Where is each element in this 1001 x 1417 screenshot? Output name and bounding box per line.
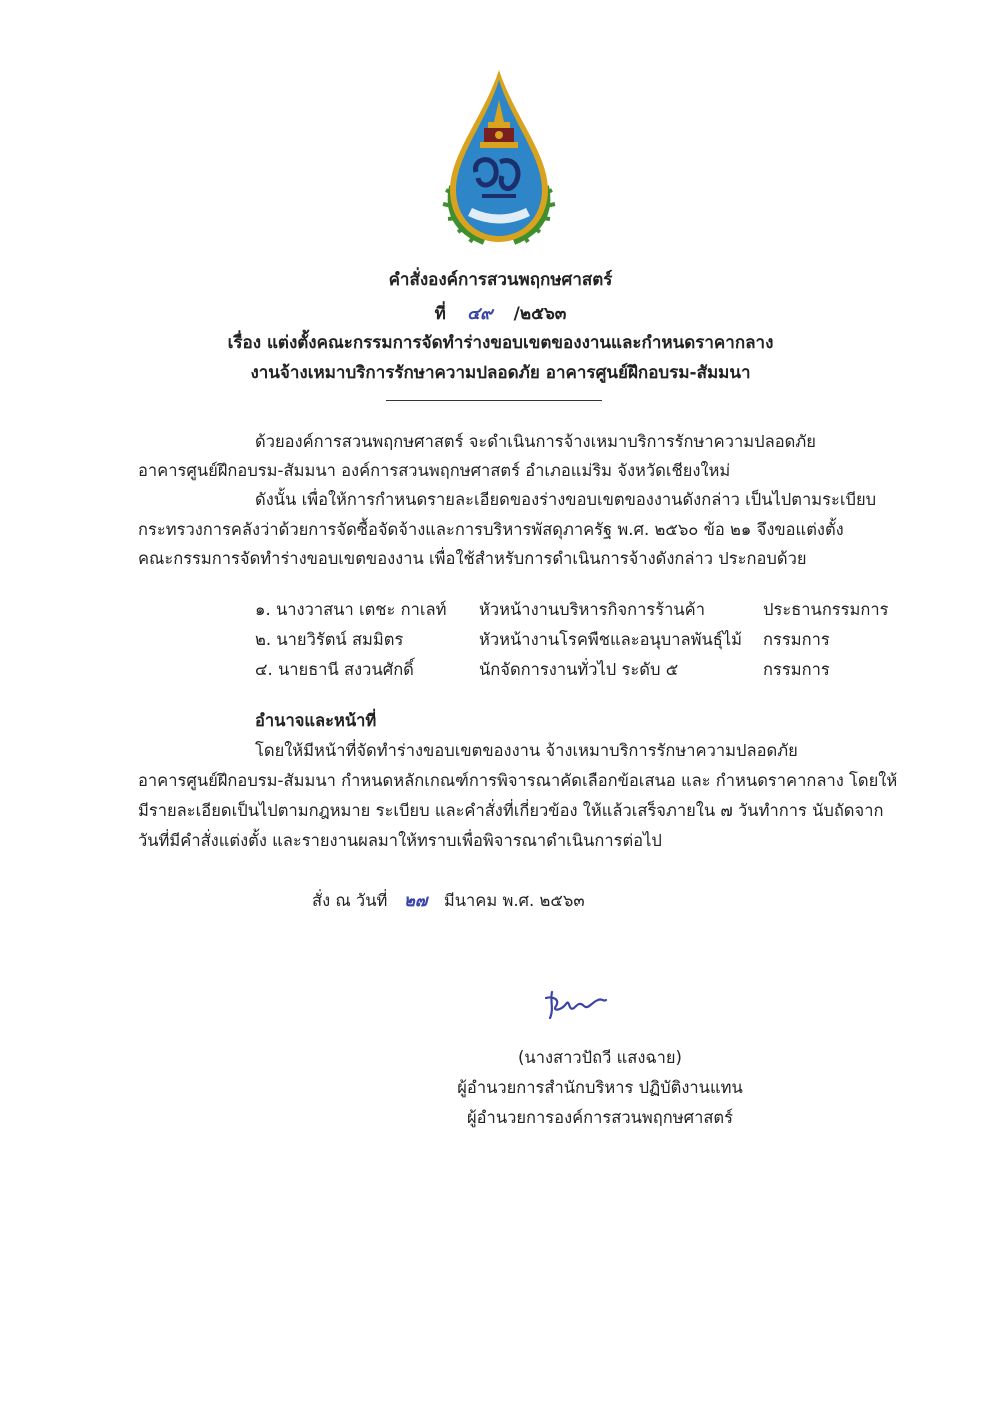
duties-heading: อำนาจและหน้าที่ [255, 711, 377, 730]
member-role: ประธานกรรมการ [763, 600, 889, 619]
order-number-prefix: ที่ [434, 304, 446, 324]
member-row [255, 657, 905, 687]
member-name: ๒. นายวิรัตน์ สมมิตร [255, 630, 404, 649]
signer-title-1: ผู้อำนวยการสำนักบริหาร ปฏิบัติงานแทน [457, 1078, 743, 1097]
signer-title-2: ผู้อำนวยการองค์การสวนพฤกษศาสตร์ [466, 1108, 734, 1127]
member-name: ๔. นายธานี สงวนศักดิ์ [255, 660, 414, 679]
paragraph-2-line-1: ดังนั้น เพื่อให้การกำหนดรายละเอียดของร่างขอบเขตของงานดังกล่าว เป็นไปตามระเบียบ [255, 490, 877, 509]
date-prefix: สั่ง ณ วันที่ [312, 891, 388, 910]
order-number-handwritten: ๔๙ [467, 304, 493, 324]
member-position: หัวหน้างานบริหารกิจการร้านค้า [479, 600, 705, 619]
member-row [255, 597, 905, 627]
member-role: กรรมการ [763, 630, 830, 649]
date-day-handwritten: ๒๗ [403, 891, 428, 910]
subject-line-1: เรื่อง แต่งตั้งคณะกรรมการจัดทำร่างขอบเขตของงานและกำหนดราคากลาง [227, 333, 774, 353]
date-rest: มีนาคม พ.ศ. ๒๕๖๓ [443, 891, 585, 910]
order-number-line [0, 300, 1001, 327]
member-role: กรรมการ [763, 660, 830, 679]
org-emblem-logo [424, 66, 574, 248]
duties-line-3: มีรายละเอียดเป็นไปตามกฎหมาย ระเบียบ และคำสั่งที่เกี่ยวข้อง ให้แล้วเสร็จภายใน ๗ วันทำการ นับถัดจาก [138, 801, 884, 820]
paragraph-1-line-1: ด้วยองค์การสวนพฤกษศาสตร์ จะดำเนินการจ้างเหมาบริการรักษาความปลอดภัย [255, 432, 816, 451]
member-position: นักจัดการงานทั่วไป ระดับ ๕ [479, 660, 679, 679]
order-title: คำสั่งองค์การสวนพฤกษศาสตร์ [388, 270, 613, 290]
header-divider [386, 400, 602, 401]
duties-line-2: อาคารศูนย์ฝึกอบรม-สัมมนา กำหนดหลักเกณฑ์การพิจารณาคัดเลือกข้อเสนอ และ กำหนดราคากลาง โดยให้ [138, 771, 898, 790]
order-number-year: /๒๕๖๓ [513, 304, 567, 324]
paragraph-1-line-2: อาคารศูนย์ฝึกอบรม-สัมมนา องค์การสวนพฤกษศาสตร์ อำเภอแม่ริม จังหวัดเชียงใหม่ [138, 461, 731, 480]
member-position: หัวหน้างานโรคพืชและอนุบาลพันธุ์ไม้ [479, 630, 743, 649]
member-name: ๑. นางวาสนา เตชะ กาเลท์ [255, 600, 447, 619]
duties-line-1: โดยให้มีหน้าที่จัดทำร่างขอบเขตของงาน จ้างเหมาบริการรักษาความปลอดภัย [255, 741, 798, 760]
paragraph-2-line-2: กระทรวงการคลังว่าด้วยการจัดซื้อจัดจ้างและการบริหารพัสดุภาครัฐ พ.ศ. ๒๕๖๐ ข้อ ๒๑ จึงขอแต่งตั้ง [138, 520, 844, 539]
signer-name: (นางสาวปัถวี แสงฉาย) [518, 1048, 682, 1067]
handwritten-signature [540, 988, 610, 1024]
subject-line-2: งานจ้างเหมาบริการรักษาความปลอดภัย อาคารศูนย์ฝึกอบรม-สัมมนา [250, 363, 751, 383]
member-row [255, 627, 905, 657]
duties-line-4: วันที่มีคำสั่งแต่งตั้ง และรายงานผลมาให้ทราบเพื่อพิจารณาดำเนินการต่อไป [138, 831, 662, 850]
order-date [312, 888, 585, 914]
paragraph-2-line-3: คณะกรรมการจัดทำร่างขอบเขตของงาน เพื่อใช้สำหรับการดำเนินการจ้างดังกล่าว ประกอบด้วย [138, 549, 807, 568]
